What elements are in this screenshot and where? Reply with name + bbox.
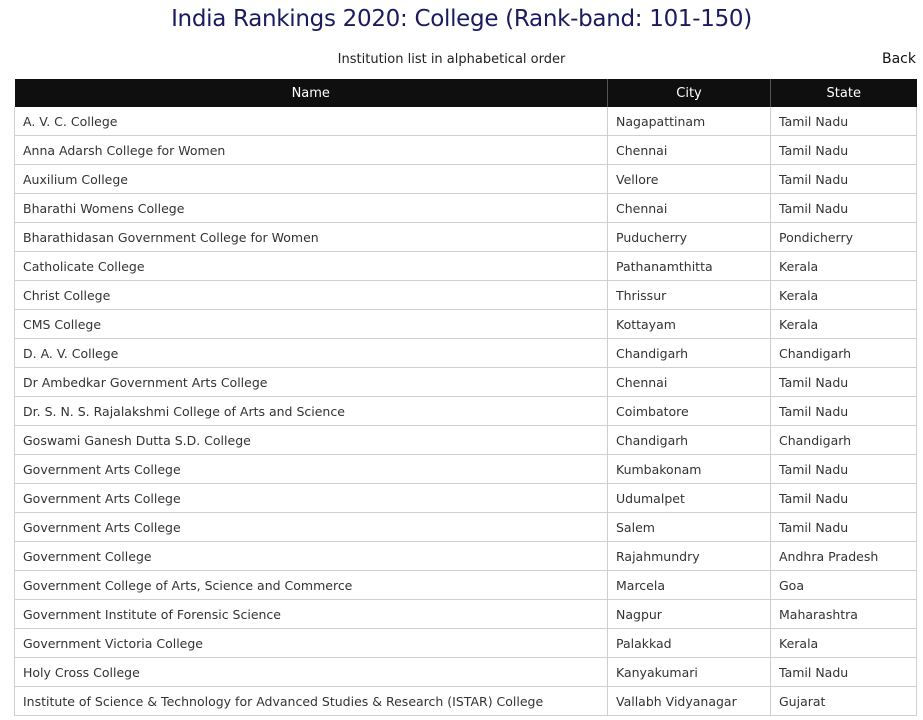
cell-city: Puducherry xyxy=(608,223,771,252)
cell-state: Kerala xyxy=(771,629,917,658)
cell-name: D. A. V. College xyxy=(15,339,608,368)
back-link[interactable]: Back xyxy=(882,51,916,67)
table-row xyxy=(15,455,917,484)
table-row xyxy=(15,136,917,165)
cell-state: Tamil Nadu xyxy=(771,658,917,687)
table-row xyxy=(15,600,917,629)
cell-state: Andhra Pradesh xyxy=(771,542,917,571)
cell-name: Government Arts College xyxy=(15,484,608,513)
table-row xyxy=(15,513,917,542)
cell-name: Holy Cross College xyxy=(15,658,608,687)
cell-name: Government Victoria College xyxy=(15,629,608,658)
cell-name: Dr. S. N. S. Rajalakshmi College of Arts and Science xyxy=(15,397,608,426)
cell-state: Gujarat xyxy=(771,687,917,716)
cell-state: Chandigarh xyxy=(771,426,917,455)
cell-state: Kerala xyxy=(771,281,917,310)
cell-state: Kerala xyxy=(771,310,917,339)
cell-state: Tamil Nadu xyxy=(771,397,917,426)
cell-state: Tamil Nadu xyxy=(771,455,917,484)
page-title: India Rankings 2020: College (Rank-band: 101-150) xyxy=(171,6,752,32)
table-row xyxy=(15,107,917,136)
cell-name: CMS College xyxy=(15,310,608,339)
cell-city: Thrissur xyxy=(608,281,771,310)
cell-city: Kanyakumari xyxy=(608,658,771,687)
cell-state: Tamil Nadu xyxy=(771,194,917,223)
cell-name: Bharathidasan Government College for Women xyxy=(15,223,608,252)
cell-state: Kerala xyxy=(771,252,917,281)
table-row xyxy=(15,542,917,571)
table-row xyxy=(15,194,917,223)
cell-city: Coimbatore xyxy=(608,397,771,426)
cell-city: Kottayam xyxy=(608,310,771,339)
table-row xyxy=(15,658,917,687)
cell-state: Chandigarh xyxy=(771,339,917,368)
cell-name: Government College of Arts, Science and Commerce xyxy=(15,571,608,600)
cell-name: Catholicate College xyxy=(15,252,608,281)
table-row xyxy=(15,397,917,426)
cell-name: Government Arts College xyxy=(15,455,608,484)
column-header-name[interactable]: Name xyxy=(15,79,608,107)
list-order-caption: Institution list in alphabetical order xyxy=(337,52,566,67)
table-row xyxy=(15,339,917,368)
cell-name: Institute of Science & Technology for Advanced Studies & Research (ISTAR) College xyxy=(15,687,608,716)
table-row xyxy=(15,571,917,600)
rankings-table xyxy=(14,79,917,716)
cell-state: Tamil Nadu xyxy=(771,368,917,397)
column-header-state[interactable]: State xyxy=(771,79,917,107)
cell-state: Goa xyxy=(771,571,917,600)
table-row xyxy=(15,310,917,339)
cell-city: Kumbakonam xyxy=(608,455,771,484)
cell-name: Goswami Ganesh Dutta S.D. College xyxy=(15,426,608,455)
column-header-city[interactable]: City xyxy=(608,79,771,107)
cell-city: Chennai xyxy=(608,136,771,165)
cell-name: Government Institute of Forensic Science xyxy=(15,600,608,629)
cell-city: Pathanamthitta xyxy=(608,252,771,281)
cell-state: Tamil Nadu xyxy=(771,513,917,542)
cell-name: Anna Adarsh College for Women xyxy=(15,136,608,165)
table-row xyxy=(15,281,917,310)
rankings-table-container xyxy=(14,79,916,716)
table-row xyxy=(15,484,917,513)
cell-city: Vallabh Vidyanagar xyxy=(608,687,771,716)
table-header-row xyxy=(15,79,917,107)
table-row xyxy=(15,252,917,281)
cell-city: Chandigarh xyxy=(608,426,771,455)
cell-city: Chennai xyxy=(608,194,771,223)
table-row xyxy=(15,368,917,397)
cell-state: Tamil Nadu xyxy=(771,484,917,513)
table-row xyxy=(15,629,917,658)
cell-name: A. V. C. College xyxy=(15,107,608,136)
cell-city: Marcela xyxy=(608,571,771,600)
cell-city: Udumalpet xyxy=(608,484,771,513)
cell-city: Nagpur xyxy=(608,600,771,629)
table-row xyxy=(15,165,917,194)
cell-state: Pondicherry xyxy=(771,223,917,252)
cell-state: Tamil Nadu xyxy=(771,107,917,136)
cell-state: Tamil Nadu xyxy=(771,165,917,194)
cell-city: Chennai xyxy=(608,368,771,397)
table-body xyxy=(15,107,917,716)
cell-name: Government Arts College xyxy=(15,513,608,542)
table-row xyxy=(15,687,917,716)
cell-state: Maharashtra xyxy=(771,600,917,629)
cell-name: Christ College xyxy=(15,281,608,310)
cell-name: Dr Ambedkar Government Arts College xyxy=(15,368,608,397)
cell-city: Chandigarh xyxy=(608,339,771,368)
cell-state: Tamil Nadu xyxy=(771,136,917,165)
cell-name: Government College xyxy=(15,542,608,571)
table-row xyxy=(15,426,917,455)
cell-city: Salem xyxy=(608,513,771,542)
cell-city: Palakkad xyxy=(608,629,771,658)
cell-name: Bharathi Womens College xyxy=(15,194,608,223)
cell-city: Vellore xyxy=(608,165,771,194)
cell-name: Auxilium College xyxy=(15,165,608,194)
cell-city: Nagapattinam xyxy=(608,107,771,136)
table-row xyxy=(15,223,917,252)
cell-city: Rajahmundry xyxy=(608,542,771,571)
